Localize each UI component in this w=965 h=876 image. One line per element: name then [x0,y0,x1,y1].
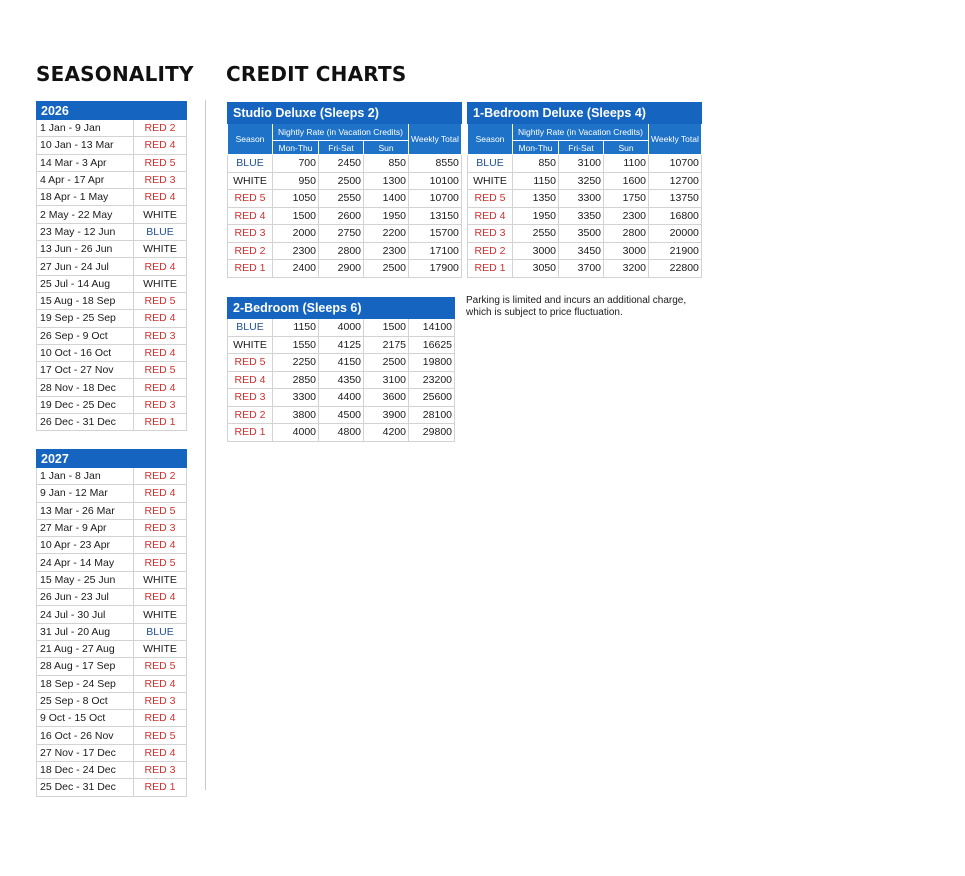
credit-table-title: 1-Bedroom Deluxe (Sleeps 4) [468,103,702,124]
credit-weekly-total: 19800 [409,354,455,372]
credit-fri-sat: 3100 [559,155,604,173]
season-code: RED 3 [134,519,187,536]
credit-mon-thu: 700 [273,155,319,173]
season-row [37,189,187,206]
credit-fri-sat: 3300 [559,190,604,208]
season-dates: 25 Jul - 14 Aug [37,275,134,292]
season-dates: 10 Apr - 23 Apr [37,537,134,554]
season-row [37,292,187,309]
credit-fri-sat: 2550 [319,190,364,208]
credit-season: WHITE [228,336,273,354]
credit-weekly-total: 13150 [409,207,462,225]
credit-season: WHITE [228,172,273,190]
season-row [37,396,187,413]
credit-season: RED 3 [228,225,273,243]
season-row [37,554,187,571]
credit-row [228,207,462,225]
season-code: RED 4 [134,137,187,154]
credit-row [228,424,455,442]
season-dates: 1 Jan - 9 Jan [37,120,134,137]
credit-mon-thu: 1350 [513,190,559,208]
credit-title-row [468,103,702,124]
credit-weekly-total: 16800 [649,207,702,225]
season-dates: 2 May - 22 May [37,206,134,223]
credit-season: RED 1 [228,260,273,278]
season-row [37,362,187,379]
season-dates: 31 Jul - 20 Aug [37,623,134,640]
season-dates: 21 Aug - 27 Aug [37,640,134,657]
credit-season: RED 2 [228,406,273,424]
credit-mon-thu: 1500 [273,207,319,225]
season-row [37,744,187,761]
season-dates: 25 Sep - 8 Oct [37,692,134,709]
credit-weekly-total: 14100 [409,319,455,337]
season-row [37,571,187,588]
season-dates: 18 Apr - 1 May [37,189,134,206]
credit-mon-thu: 2550 [513,225,559,243]
header-sun: Sun [364,141,409,155]
season-dates: 26 Dec - 31 Dec [37,414,134,431]
season-dates: 14 Mar - 3 Apr [37,154,134,171]
credit-mon-thu: 1950 [513,207,559,225]
season-row [37,779,187,796]
season-row [37,258,187,275]
credit-mon-thu: 1150 [273,319,319,337]
credit-sun: 1950 [364,207,409,225]
season-row [37,658,187,675]
season-year-header-row [37,450,187,468]
credit-sun: 2175 [364,336,409,354]
season-code: RED 3 [134,396,187,413]
season-code: RED 5 [134,362,187,379]
season-code: RED 3 [134,692,187,709]
seasonality-heading: SEASONALITY [36,62,194,86]
credit-table-2-bedroom [227,297,455,442]
season-code: RED 3 [134,327,187,344]
credit-mon-thu: 2400 [273,260,319,278]
credit-row [468,242,702,260]
season-row [37,206,187,223]
season-row [37,675,187,692]
credit-row [228,190,462,208]
credit-fri-sat: 2450 [319,155,364,173]
season-row [37,171,187,188]
season-code: WHITE [134,206,187,223]
season-row [37,606,187,623]
credit-mon-thu: 1050 [273,190,319,208]
season-dates: 24 Apr - 14 May [37,554,134,571]
credit-sun: 3100 [364,371,409,389]
credit-sun: 2800 [604,225,649,243]
credit-mon-thu: 4000 [273,424,319,442]
season-row [37,223,187,240]
season-dates: 9 Jan - 12 Mar [37,485,134,502]
credit-season: RED 4 [228,207,273,225]
credit-weekly-total: 28100 [409,406,455,424]
credit-row [228,155,462,173]
credit-mon-thu: 2250 [273,354,319,372]
credit-row [468,260,702,278]
credit-weekly-total: 10700 [649,155,702,173]
season-code: RED 5 [134,554,187,571]
header-sun: Sun [604,141,649,155]
credit-weekly-total: 17900 [409,260,462,278]
credit-sun: 1500 [364,319,409,337]
season-code: WHITE [134,241,187,258]
credit-fri-sat: 2500 [319,172,364,190]
season-row [37,762,187,779]
credit-sun: 2300 [364,242,409,260]
credit-fri-sat: 3450 [559,242,604,260]
credit-weekly-total: 8550 [409,155,462,173]
season-code: WHITE [134,275,187,292]
credit-fri-sat: 2900 [319,260,364,278]
season-row [37,640,187,657]
season-code: RED 4 [134,310,187,327]
season-dates: 15 May - 25 Jun [37,571,134,588]
season-dates: 26 Sep - 9 Oct [37,327,134,344]
season-code: BLUE [134,623,187,640]
credit-title-row [228,298,455,319]
credit-season: WHITE [468,172,513,190]
season-dates: 4 Apr - 17 Apr [37,171,134,188]
header-fri-sat: Fri-Sat [319,141,364,155]
credit-sun: 1100 [604,155,649,173]
season-row [37,379,187,396]
credit-row [228,371,455,389]
season-code: WHITE [134,640,187,657]
credit-season: BLUE [468,155,513,173]
season-row [37,519,187,536]
header-weekly-total: Weekly Total [649,124,702,155]
credit-mon-thu: 3050 [513,260,559,278]
season-code: RED 2 [134,120,187,137]
season-dates: 27 Jun - 24 Jul [37,258,134,275]
season-row [37,327,187,344]
credit-mon-thu: 3800 [273,406,319,424]
season-row [37,154,187,171]
credit-fri-sat: 4400 [319,389,364,407]
season-row [37,310,187,327]
season-dates: 13 Mar - 26 Mar [37,502,134,519]
credit-weekly-total: 22800 [649,260,702,278]
credit-weekly-total: 10100 [409,172,462,190]
season-dates: 15 Aug - 18 Sep [37,292,134,309]
season-code: RED 5 [134,154,187,171]
credit-season: RED 1 [228,424,273,442]
parking-note: Parking is limited and incurs an additional charge, which is subject to price fluctuation. [466,295,687,318]
season-code: RED 4 [134,710,187,727]
seasonality-table-2027 [36,449,187,797]
season-dates: 19 Dec - 25 Dec [37,396,134,413]
season-dates: 10 Jan - 13 Mar [37,137,134,154]
season-row [37,710,187,727]
season-dates: 27 Mar - 9 Apr [37,519,134,536]
credit-season: RED 4 [468,207,513,225]
credit-mon-thu: 1150 [513,172,559,190]
credit-sun: 1300 [364,172,409,190]
credit-sun: 4200 [364,424,409,442]
season-row [37,344,187,361]
header-nightly-rate: Nightly Rate (in Vacation Credits) [513,124,649,141]
credit-row [228,260,462,278]
credit-row [468,190,702,208]
credit-table-1-bedroom-deluxe [467,102,702,278]
credit-mon-thu: 3000 [513,242,559,260]
season-dates: 23 May - 12 Jun [37,223,134,240]
header-season: Season [228,124,273,155]
season-row [37,137,187,154]
credit-sun: 1750 [604,190,649,208]
season-row [37,275,187,292]
credit-weekly-total: 23200 [409,371,455,389]
season-code: RED 4 [134,589,187,606]
season-row [37,485,187,502]
season-row [37,502,187,519]
credit-title-row [228,103,462,124]
credit-table-title: Studio Deluxe (Sleeps 2) [228,103,462,124]
credit-row [468,225,702,243]
credit-sun: 2300 [604,207,649,225]
season-dates: 28 Nov - 18 Dec [37,379,134,396]
season-row [37,537,187,554]
credit-season: RED 2 [468,242,513,260]
credit-fri-sat: 4350 [319,371,364,389]
season-dates: 19 Sep - 25 Sep [37,310,134,327]
header-fri-sat: Fri-Sat [559,141,604,155]
season-row [37,414,187,431]
credit-season: RED 4 [228,371,273,389]
credit-sun: 3000 [604,242,649,260]
season-year-header-row [37,102,187,120]
section-divider [205,100,206,790]
season-row [37,120,187,137]
season-code: RED 4 [134,344,187,361]
seasonality-table-2026 [36,101,187,431]
season-code: RED 5 [134,292,187,309]
header-mon-thu: Mon-Thu [513,141,559,155]
header-weekly-total: Weekly Total [409,124,462,155]
season-row [37,692,187,709]
season-row [37,589,187,606]
season-dates: 1 Jan - 8 Jan [37,468,134,485]
credit-header-row [468,124,702,141]
credit-season: RED 1 [468,260,513,278]
season-row [37,468,187,485]
credit-row [228,319,455,337]
season-code: RED 3 [134,171,187,188]
season-code: RED 5 [134,727,187,744]
credit-fri-sat: 4500 [319,406,364,424]
season-dates: 17 Oct - 27 Nov [37,362,134,379]
season-dates: 10 Oct - 16 Oct [37,344,134,361]
credit-table-studio-deluxe [227,102,462,278]
credit-season: RED 3 [468,225,513,243]
season-row [37,727,187,744]
credit-sun: 3200 [604,260,649,278]
credit-season: BLUE [228,319,273,337]
credit-row [228,336,455,354]
credit-fri-sat: 3250 [559,172,604,190]
credit-season: RED 5 [468,190,513,208]
season-code: WHITE [134,571,187,588]
credit-sun: 2500 [364,260,409,278]
season-dates: 27 Nov - 17 Dec [37,744,134,761]
season-code: RED 4 [134,485,187,502]
credit-sun: 3900 [364,406,409,424]
credit-fri-sat: 4800 [319,424,364,442]
credit-row [468,172,702,190]
credit-sun: 1400 [364,190,409,208]
credit-mon-thu: 2000 [273,225,319,243]
credit-row [228,242,462,260]
season-code: RED 3 [134,762,187,779]
credit-weekly-total: 25600 [409,389,455,407]
credit-weekly-total: 15700 [409,225,462,243]
credit-row [468,155,702,173]
credit-mon-thu: 3300 [273,389,319,407]
credit-season: RED 3 [228,389,273,407]
credit-sun: 1600 [604,172,649,190]
credit-row [228,172,462,190]
credit-row [228,225,462,243]
credit-mon-thu: 1550 [273,336,319,354]
season-code: RED 4 [134,537,187,554]
credit-fri-sat: 4125 [319,336,364,354]
credit-weekly-total: 21900 [649,242,702,260]
credit-mon-thu: 850 [513,155,559,173]
season-year: 2027 [37,450,187,468]
credit-weekly-total: 13750 [649,190,702,208]
season-dates: 25 Dec - 31 Dec [37,779,134,796]
season-row [37,241,187,258]
season-code: RED 4 [134,744,187,761]
credit-sun: 2500 [364,354,409,372]
credit-fri-sat: 4150 [319,354,364,372]
credit-charts-heading: CREDIT CHARTS [226,62,407,86]
credit-fri-sat: 2750 [319,225,364,243]
season-code: RED 4 [134,675,187,692]
season-dates: 18 Sep - 24 Sep [37,675,134,692]
season-code: RED 4 [134,379,187,396]
season-dates: 26 Jun - 23 Jul [37,589,134,606]
credit-row [468,207,702,225]
credit-header-row [228,124,462,141]
credit-weekly-total: 29800 [409,424,455,442]
season-dates: 13 Jun - 26 Jun [37,241,134,258]
season-year: 2026 [37,102,187,120]
season-dates: 16 Oct - 26 Nov [37,727,134,744]
season-dates: 9 Oct - 15 Oct [37,710,134,727]
season-code: RED 5 [134,658,187,675]
credit-fri-sat: 2600 [319,207,364,225]
credit-season: RED 5 [228,190,273,208]
season-code: RED 1 [134,414,187,431]
season-code: RED 1 [134,779,187,796]
credit-weekly-total: 16625 [409,336,455,354]
header-season: Season [468,124,513,155]
season-code: RED 4 [134,189,187,206]
header-mon-thu: Mon-Thu [273,141,319,155]
credit-table-title: 2-Bedroom (Sleeps 6) [228,298,455,319]
credit-mon-thu: 2300 [273,242,319,260]
credit-sun: 2200 [364,225,409,243]
credit-sun: 3600 [364,389,409,407]
season-dates: 28 Aug - 17 Sep [37,658,134,675]
credit-weekly-total: 10700 [409,190,462,208]
season-dates: 18 Dec - 24 Dec [37,762,134,779]
credit-row [228,389,455,407]
season-dates: 24 Jul - 30 Jul [37,606,134,623]
credit-fri-sat: 4000 [319,319,364,337]
credit-season: BLUE [228,155,273,173]
season-row [37,623,187,640]
credit-weekly-total: 12700 [649,172,702,190]
credit-fri-sat: 2800 [319,242,364,260]
credit-fri-sat: 3350 [559,207,604,225]
credit-fri-sat: 3700 [559,260,604,278]
season-code: RED 4 [134,258,187,275]
credit-mon-thu: 2850 [273,371,319,389]
season-code: RED 2 [134,468,187,485]
credit-row [228,406,455,424]
credit-season: RED 2 [228,242,273,260]
credit-mon-thu: 950 [273,172,319,190]
season-code: RED 5 [134,502,187,519]
season-code: BLUE [134,223,187,240]
credit-weekly-total: 17100 [409,242,462,260]
credit-row [228,354,455,372]
header-nightly-rate: Nightly Rate (in Vacation Credits) [273,124,409,141]
credit-fri-sat: 3500 [559,225,604,243]
season-code: WHITE [134,606,187,623]
credit-sun: 850 [364,155,409,173]
credit-weekly-total: 20000 [649,225,702,243]
credit-season: RED 5 [228,354,273,372]
